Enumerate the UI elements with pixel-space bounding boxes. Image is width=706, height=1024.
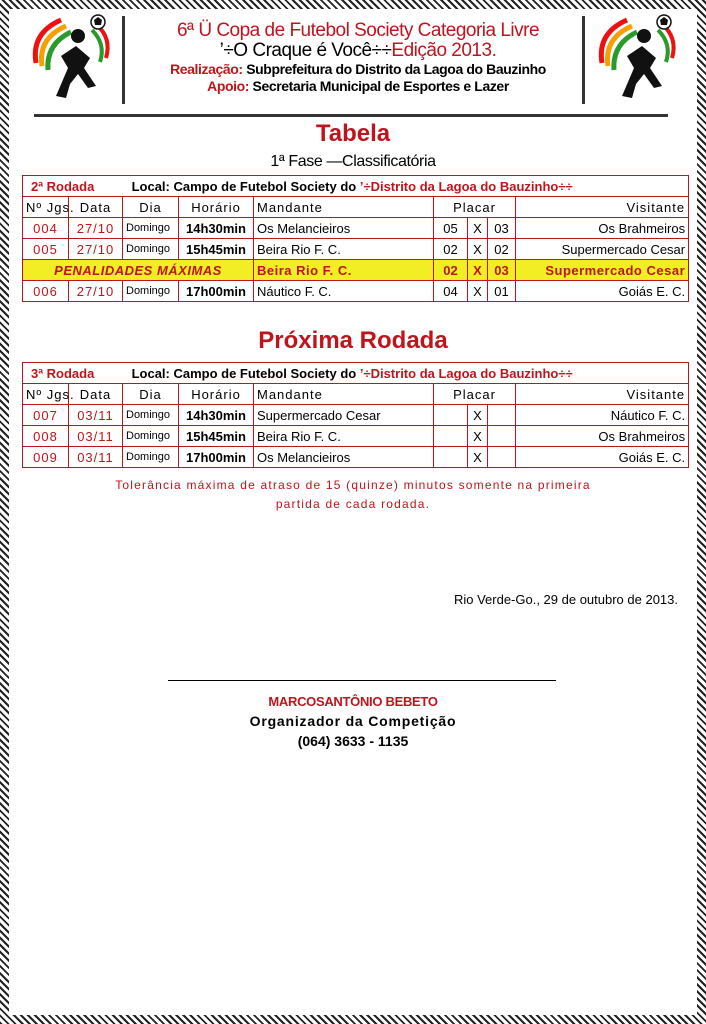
tournament-logo-right bbox=[592, 8, 682, 103]
game-time: 14h30min bbox=[179, 405, 254, 426]
next-round-table bbox=[22, 362, 689, 468]
versus-x: X bbox=[468, 426, 488, 447]
game-time: 14h30min bbox=[179, 218, 254, 239]
game-day: Domingo bbox=[123, 405, 179, 426]
away-team: Náutico F. C. bbox=[516, 405, 689, 426]
table-row bbox=[23, 447, 689, 468]
round-header-row bbox=[23, 363, 689, 384]
local-value: Distrito da Lagoa do Bauzinho÷÷ bbox=[370, 178, 573, 194]
local-quote: ’÷ bbox=[359, 365, 371, 381]
versus-x: X bbox=[468, 239, 488, 260]
col-num: Nº Jgs. bbox=[23, 384, 69, 405]
away-score: 02 bbox=[488, 239, 516, 260]
phase-subtitle: 1ª Fase —Classificatória bbox=[270, 153, 436, 170]
game-date: 27/10 bbox=[69, 218, 123, 239]
col-placar: Placar bbox=[434, 384, 516, 405]
penalties-away-team: Supermercado Cesar bbox=[516, 260, 689, 281]
game-day: Domingo bbox=[123, 239, 179, 260]
place-date: Rio Verde-Go., 29 de outubro de 2013. bbox=[453, 592, 678, 607]
organizer-name: MARCOSANTÔNIO BEBETO bbox=[268, 694, 438, 709]
col-num: Nº Jgs. bbox=[23, 197, 69, 218]
away-score bbox=[488, 447, 516, 468]
apoio-label: Apoio: bbox=[207, 78, 250, 94]
tolerance-note-line2: partida de cada rodada. bbox=[275, 497, 431, 511]
home-score: 05 bbox=[434, 218, 468, 239]
edition-text: Edição 2013. bbox=[391, 40, 497, 61]
game-date: 03/11 bbox=[69, 405, 123, 426]
local-label: Local: Campo de Futebol Society do bbox=[131, 178, 360, 194]
column-header-row bbox=[23, 384, 689, 405]
game-number: 008 bbox=[23, 426, 69, 447]
local-value: Distrito da Lagoa do Bauzinho÷÷ bbox=[370, 365, 573, 381]
penalties-away-score: 03 bbox=[488, 260, 516, 281]
round-label: 2ª Rodada bbox=[31, 178, 95, 194]
col-mandante: Mandante bbox=[254, 384, 434, 405]
away-score: 01 bbox=[488, 281, 516, 302]
penalties-row bbox=[23, 260, 689, 281]
col-visitante: Visitante bbox=[516, 197, 689, 218]
versus-x: X bbox=[468, 405, 488, 426]
tournament-logo-left bbox=[26, 8, 116, 103]
table-row bbox=[23, 281, 689, 302]
game-number: 009 bbox=[23, 447, 69, 468]
home-team: Os Melancieiros bbox=[254, 447, 434, 468]
game-time: 15h45min bbox=[179, 239, 254, 260]
penalties-home-team: Beira Rio F. C. bbox=[254, 260, 434, 281]
game-number: 004 bbox=[23, 218, 69, 239]
away-team: Os Brahmeiros bbox=[516, 426, 689, 447]
game-day: Domingo bbox=[123, 218, 179, 239]
game-day: Domingo bbox=[123, 447, 179, 468]
home-team: Supermercado Cesar bbox=[254, 405, 434, 426]
game-day: Domingo bbox=[123, 426, 179, 447]
home-score bbox=[434, 447, 468, 468]
results-table bbox=[22, 175, 689, 302]
col-placar: Placar bbox=[434, 197, 516, 218]
organizer-phone: (064) 3633 - 1135 bbox=[297, 733, 409, 749]
game-number: 007 bbox=[23, 405, 69, 426]
home-score: 02 bbox=[434, 239, 468, 260]
game-date: 03/11 bbox=[69, 447, 123, 468]
header-slogan bbox=[128, 41, 588, 61]
away-score bbox=[488, 426, 516, 447]
signature-line bbox=[168, 680, 556, 681]
home-score bbox=[434, 426, 468, 447]
game-day: Domingo bbox=[123, 281, 179, 302]
table-row bbox=[23, 405, 689, 426]
home-team: Beira Rio F. C. bbox=[254, 426, 434, 447]
tolerance-note bbox=[60, 476, 646, 514]
realizacao-value: Subprefeitura do Distrito da Lagoa do Bauzinho bbox=[246, 61, 546, 77]
penalties-label: PENALIDADES MÁXIMAS bbox=[23, 260, 254, 281]
col-horario: Horário bbox=[179, 384, 254, 405]
header-title: 6ª Ü Copa de Futebol Society Categoria Livre bbox=[176, 20, 540, 41]
tabela-title: Tabela bbox=[315, 120, 391, 147]
proxima-rodada-title: Próxima Rodada bbox=[258, 327, 448, 354]
game-time: 15h45min bbox=[179, 426, 254, 447]
apoio-line bbox=[128, 78, 588, 95]
home-team: Os Melancieiros bbox=[254, 218, 434, 239]
versus-x: X bbox=[468, 218, 488, 239]
game-time: 17h00min bbox=[179, 281, 254, 302]
realizacao-label: Realização: bbox=[170, 61, 243, 77]
game-number: 006 bbox=[23, 281, 69, 302]
page-header bbox=[128, 20, 588, 95]
away-team: Goiás E. C. bbox=[516, 281, 689, 302]
tolerance-note-line1: Tolerância máxima de atraso de 15 (quinze) minutos somente na primeira bbox=[115, 478, 591, 492]
penalties-home-score: 02 bbox=[434, 260, 468, 281]
table-row bbox=[23, 426, 689, 447]
local-quote: ’÷ bbox=[359, 178, 371, 194]
home-score bbox=[434, 405, 468, 426]
away-team: Goiás E. C. bbox=[516, 447, 689, 468]
col-data: Data bbox=[69, 384, 123, 405]
col-dia: Dia bbox=[123, 197, 179, 218]
header-rule bbox=[34, 114, 668, 117]
penalties-versus-x: X bbox=[468, 260, 488, 281]
realizacao-line bbox=[128, 61, 588, 78]
header-divider-left bbox=[122, 16, 125, 104]
table-row bbox=[23, 218, 689, 239]
column-header-row bbox=[23, 197, 689, 218]
table-row bbox=[23, 239, 689, 260]
home-score: 04 bbox=[434, 281, 468, 302]
col-data: Data bbox=[69, 197, 123, 218]
game-date: 03/11 bbox=[69, 426, 123, 447]
col-dia: Dia bbox=[123, 384, 179, 405]
col-mandante: Mandante bbox=[254, 197, 434, 218]
organizer-role: Organizador da Competição bbox=[249, 713, 457, 729]
away-score bbox=[488, 405, 516, 426]
game-date: 27/10 bbox=[69, 239, 123, 260]
col-horario: Horário bbox=[179, 197, 254, 218]
game-time: 17h00min bbox=[179, 447, 254, 468]
away-team: Supermercado Cesar bbox=[516, 239, 689, 260]
away-score: 03 bbox=[488, 218, 516, 239]
home-team: Beira Rio F. C. bbox=[254, 239, 434, 260]
versus-x: X bbox=[468, 281, 488, 302]
round-label: 3ª Rodada bbox=[31, 365, 95, 381]
versus-x: X bbox=[468, 447, 488, 468]
home-team: Náutico F. C. bbox=[254, 281, 434, 302]
apoio-value: Secretaria Municipal de Esportes e Lazer bbox=[252, 78, 509, 94]
away-team: Os Brahmeiros bbox=[516, 218, 689, 239]
col-visitante: Visitante bbox=[516, 384, 689, 405]
round-header-row bbox=[23, 176, 689, 197]
game-number: 005 bbox=[23, 239, 69, 260]
local-label: Local: Campo de Futebol Society do bbox=[131, 365, 360, 381]
game-date: 27/10 bbox=[69, 281, 123, 302]
slogan-text: ’÷O Craque é Você÷÷ bbox=[219, 40, 392, 61]
